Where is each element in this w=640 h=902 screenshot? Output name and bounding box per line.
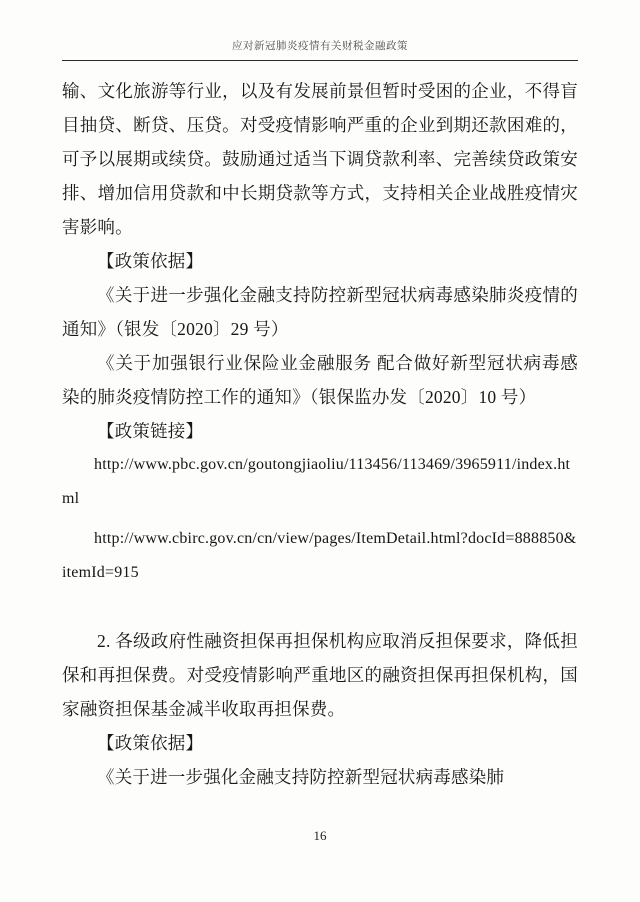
policy-link-1[interactable]: http://www.pbc.gov.cn/goutongjiaoliu/113456/113469/3965911/index.html <box>62 456 571 507</box>
policy-link-2[interactable]: http://www.cbirc.gov.cn/cn/view/pages/ItemDetail.html?docId=888850&itemId=915 <box>62 530 577 581</box>
section-spacer <box>62 590 578 624</box>
policy-basis-2-item-1: 《关于进一步强化金融支持防控新型冠状病毒感染肺 <box>97 767 505 787</box>
header-divider <box>62 60 578 61</box>
paragraph-continuation: 输、文化旅游等行业，以及有发展前景但暂时受困的企业，不得盲目抽贷、断贷、压贷。对受疫情影响严重的企业到期还款困难的，可予以展期或续贷。鼓励通过适当下调贷款利率、完善续贷政策安排、增加信用贷款和中长期贷款等方式，支持相关企业战胜疫情灾害影响。 <box>62 81 578 237</box>
paragraph-item-2: 2. 各级政府性融资担保再担保机构应取消反担保要求，降低担保和再担保费。对受疫情影响严重地区的融资担保再担保机构，国家融资担保基金减半收取再担保费。 <box>62 631 578 719</box>
policy-basis-1-item-1: 《关于进一步强化金融支持防控新型冠状病毒感染肺炎疫情的通知》（银发〔2020〕29 号） <box>62 285 578 339</box>
heading-policy-links-1: 【政策链接】 <box>97 421 204 441</box>
heading-policy-basis-1: 【政策依据】 <box>97 251 204 271</box>
running-header: 应对新冠肺炎疫情有关财税金融政策 <box>232 41 408 52</box>
heading-policy-basis-2: 【政策依据】 <box>97 733 204 753</box>
page-content <box>62 74 578 794</box>
policy-basis-1-item-2: 《关于加强银行业保险业金融服务 配合做好新型冠状病毒感染的肺炎疫情防控工作的通知》（银保监办发〔2020〕10 号） <box>62 353 578 407</box>
page-number: 16 <box>313 828 327 843</box>
